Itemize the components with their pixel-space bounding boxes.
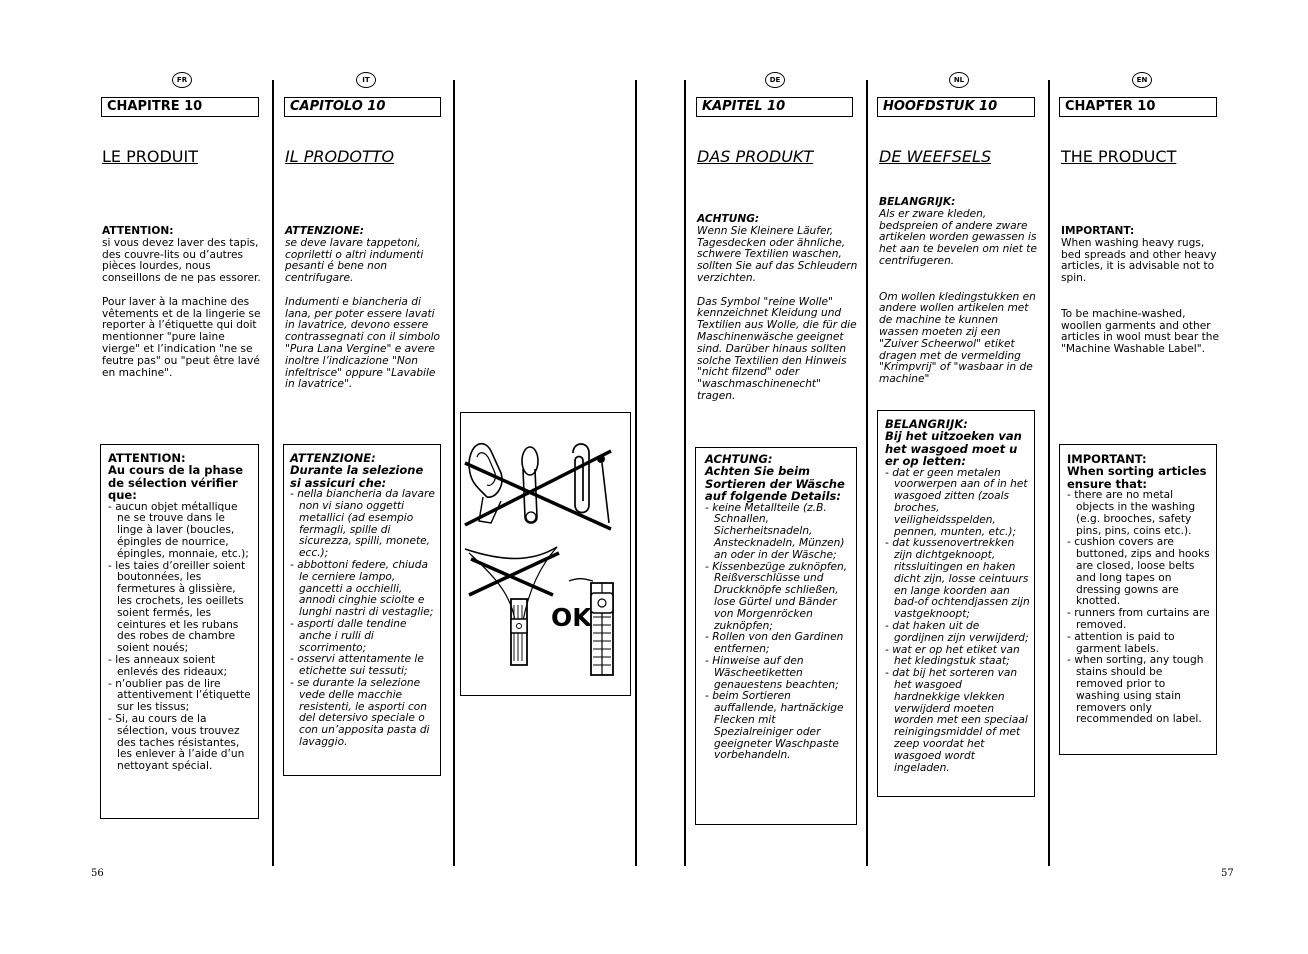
section-title: THE PRODUCT: [1061, 147, 1177, 166]
chapter-heading: KAPITEL 10: [696, 97, 853, 117]
language-flag-en: EN: [1132, 72, 1152, 88]
list-item: - Rollen von den Gardinen entfernen;: [705, 631, 844, 656]
list-item: - dat kussenovertrekken zijn dichtgeknoopt, ritssluitingen en haken dicht zijn, losse ceintuurs en lange koorden aan bad-of ochtendjassen zijn vastgeknoopt;: [885, 537, 1030, 621]
list-item: - Hinweise auf den Wäscheetiketten genauestens beachten;: [705, 654, 839, 691]
warning-label: IMPORTANT:: [1061, 225, 1135, 237]
list-item: - runners from curtains are removed.: [1067, 607, 1210, 631]
warning-body: se deve lavare tappetoni, copriletti o altri indumenti pesanti é bene non centrifugare.: [285, 236, 424, 285]
list-item: - se durante la selezione vede delle macchie resistenti, le asporti con del detersivo speciale o con un’apposita pasta di lavaggio.: [290, 676, 430, 748]
warning-label: ATTENTION:: [102, 225, 174, 237]
column-divider: [635, 80, 637, 866]
paper-clip-icon: [573, 444, 589, 513]
list-item: - keine Metallteile (z.B. Schnallen, Sicherheitsnadeln, Anstecknadeln, Münzen) an oder in der Wäsche;: [705, 501, 845, 561]
list-item: - Si, au cours de la sélection, vous trouvez des taches résistantes, les enlever à l’aide d’un nettoyant spécial.: [108, 712, 245, 773]
box-heading: BELANGRIJK: Bij het uitzoeken van het wasgoed moet u er op letten:: [885, 417, 1022, 469]
list-item: - wat er op het etiket van het kledingstuk staat;: [885, 643, 1020, 668]
warning-label: ACHTUNG:: [697, 213, 760, 225]
cross-out-mark: [469, 553, 559, 595]
open-zipper-icon: [465, 547, 557, 665]
section-title: DE WEEFSELS: [879, 147, 992, 166]
list-item: - beim Sortieren auffallende, hartnäckige Flecken mit Spezialreiniger oder geeigneter Waschpaste vorbehandeln.: [705, 690, 844, 762]
language-flag-fr: FR: [172, 72, 192, 88]
checklist: [885, 468, 1030, 775]
warning-body: Wenn Sie Kleinere Läufer, Tagesdecken oder ähnliche, schwere Textilien waschen, sollten Sie auf das Schleudern verzichten.: [697, 224, 858, 284]
safety-pin-icon: [522, 447, 538, 523]
pin-icon: [597, 455, 609, 523]
list-item: - cushion covers are buttoned, zips and hooks are closed, loose belts and long tapes on dressing gowns are knotted.: [1067, 536, 1210, 608]
box-heading: ACHTUNG: Achten Sie beim Sortieren der Wäsche auf folgende Details:: [705, 452, 845, 504]
checklist: [108, 502, 252, 773]
warning-text: [697, 214, 858, 403]
sorting-notice-box: [1059, 444, 1217, 755]
section-title: DAS PRODUKT: [697, 147, 814, 166]
box-heading: ATTENTION: Au cours de la phase de sélection vérifier que:: [108, 451, 244, 503]
column-divider: [866, 80, 868, 866]
list-item: - les anneaux soient enlevés des rideaux;: [108, 653, 228, 678]
warning-text: [1061, 226, 1221, 356]
box-heading: IMPORTANT: When sorting articles ensure that:: [1067, 452, 1207, 491]
warning-text: [285, 226, 443, 391]
chapter-heading: CHAPITRE 10: [101, 97, 259, 117]
warning-body: When washing heavy rugs, bed spreads and other heavy articles, it is advisable not to spin.: [1061, 236, 1217, 285]
sorting-notice-box: [695, 447, 857, 825]
list-item: - asporti dalle tendine anche i rulli di scorrimento;: [290, 617, 407, 654]
paragraph: Indumenti e biancheria di lana, per poter essere lavati in lavatrice, devono essere contrassegnati con il simbolo "Pura Lana Vergine" e avere inoltre l’indicazione "Non infeltrisce" oppure "Lavabile in lavatrice".: [285, 295, 441, 391]
column-divider: [684, 80, 686, 866]
list-item: - les taies d’oreiller soient boutonnées, les fermetures à glissière, les crochets, les oeillets soient fermés, les ceintures et les rubans des robes de chambre soient noués;: [108, 559, 246, 655]
list-item: - Kissenbezüge zuknöpfen, Reißverschlüsse und Druckknöpfe schließen, lose Gürtel und Bänder von Morgenröcken zuknöpfen;: [705, 560, 848, 632]
list-item: - dat er geen metalen voorwerpen aan of in het wasgoed zitten (zoals broches, veiligheidsspelden, pennen, munten, etc.);: [885, 466, 1028, 538]
column-divider: [1048, 80, 1050, 866]
sorting-notice-box: [100, 444, 259, 819]
box-heading: ATTENZIONE: Durante la selezione si assicuri che:: [290, 451, 424, 490]
warning-body: Als er zware kleden, bedspreien of andere zware artikelen worden gewassen is het aan te bevelen om niet te centrifugeren.: [879, 207, 1037, 267]
paragraph: Om wollen kledingstukken en andere wollen artikelen met de machine te kunnen wassen moeten zij een "Zuiver Scheerwol" etiket dragen met de vermelding "Krimpvrij" of "wasbaar in de machine": [879, 290, 1036, 386]
warning-text: [102, 226, 262, 379]
list-item: - abbottoni federe, chiuda le cerniere lampo, gancetti a occhielli, annodi cinghie sciolte e lunghi nastri di vestaglie;: [290, 559, 434, 619]
chapter-heading: CHAPTER 10: [1059, 97, 1217, 117]
language-flag-de: DE: [765, 72, 785, 88]
chapter-heading: CAPITOLO 10: [284, 97, 441, 117]
list-item: - dat bij het sorteren van het wasgoed hardnekkige vlekken verwijderd moeten worden met een speciaal reinigingsmiddel of met zeep voordat het wasgoed wordt ingeladen.: [885, 667, 1028, 774]
paragraph: Pour laver à la machine des vêtements et de la lingerie se reporter à l’étiquette qui doit mentionner "pure laine vierge" et l’indication "ne se feutre pas" ou "peut être lavé en machine".: [102, 295, 261, 379]
ok-label: OK: [551, 603, 592, 632]
list-item: - dat haken uit de gordijnen zijn verwijderd;: [885, 619, 1029, 644]
list-item: - osservi attentamente le etichette sui tessuti;: [290, 653, 424, 678]
warning-label: ATTENZIONE:: [285, 225, 364, 237]
list-item: - aucun objet métallique ne se trouve dans le linge à laver (boucles, épingles de nourrice, épingles, monnaie, etc.);: [108, 500, 249, 560]
sorting-items-svg: [461, 413, 629, 694]
chapter-heading: HOOFDSTUK 10: [877, 97, 1035, 117]
list-item: - attention is paid to garment labels.: [1067, 630, 1175, 655]
list-item: - n’oublier pas de lire attentivement l’étiquette sur les tissus;: [108, 677, 251, 714]
language-flag-it: IT: [356, 72, 376, 88]
column-divider: [272, 80, 274, 866]
page-number-left: 56: [91, 868, 104, 879]
language-flag-nl: NL: [949, 72, 969, 88]
checklist: [705, 503, 851, 763]
paragraph: Das Symbol "reine Wolle" kennzeichnet Kleidung und Textilien aus Wolle, die für die Maschinenwäsche geeignet sind. Darüber hinaus sollten solche Textilien den Hinweis "nicht filzend" oder "waschmaschinenecht" tragen.: [697, 295, 857, 402]
warning-label: BELANGRIJK:: [879, 196, 956, 208]
warning-body: si vous devez laver des tapis, des couvre-lits ou d’autres pièces lourdes, nous conseillons de ne pas essorer.: [102, 236, 261, 285]
list-item: - there are no metal objects in the washing (e.g. brooches, safety pins, pins, coins etc.).: [1067, 489, 1196, 537]
section-title: IL PRODOTTO: [285, 147, 395, 166]
sorting-illustration: [460, 412, 631, 696]
checklist: [1067, 490, 1211, 726]
page-number-right: 57: [1221, 868, 1234, 879]
column-divider: [453, 80, 455, 866]
sorting-notice-box: [877, 410, 1035, 797]
list-item: - nella biancheria da lavare non vi siano oggetti metallici (ad esempio fermagli, spille di sicurezza, spilli, monete, ecc.);: [290, 488, 435, 560]
section-title: LE PRODUIT: [102, 147, 198, 166]
checklist: [290, 489, 435, 749]
paragraph: To be machine-washed, woollen garments and other articles in wool must bear the "Machine Washable Label".: [1061, 307, 1219, 356]
list-item: - when sorting, any tough stains should be removed prior to washing using stain removers only recommended on label.: [1067, 654, 1204, 726]
warning-text: [879, 197, 1039, 386]
sorting-notice-box: [283, 444, 441, 776]
